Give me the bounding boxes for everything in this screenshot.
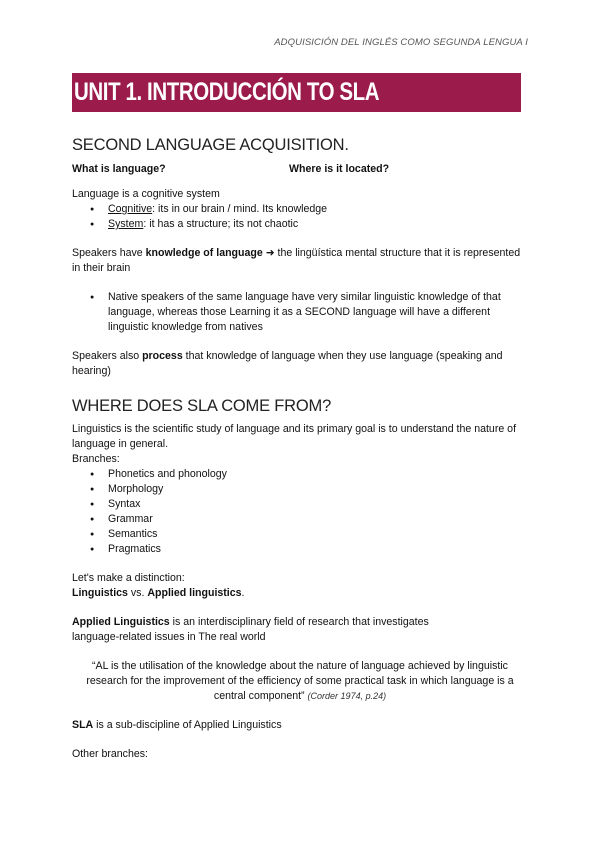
- section-heading-sla: SECOND LANGUAGE ACQUISITION.: [72, 136, 349, 154]
- text-run: .: [241, 587, 245, 599]
- list-item: ● Pragmatics: [108, 542, 528, 557]
- section-heading-origin: WHERE DOES SLA COME FROM?: [72, 397, 332, 415]
- cognitive-system-list: [72, 202, 528, 232]
- text-run: vs.: [127, 587, 148, 599]
- text-run: is a sub-discipline of Applied Linguistics: [93, 719, 282, 731]
- intro-text: Language is a cognitive system: [72, 188, 220, 200]
- applied-linguistics-paragraph: [72, 615, 452, 645]
- branches-list: [72, 467, 528, 557]
- list-item: [108, 202, 528, 217]
- list-item: ● Native speakers of the same language have very similar linguistic knowledge of that language, whereas those Learning it as a SECOND language will have a different linguistic knowledge from natives: [108, 290, 528, 335]
- text-run: Speakers have: [72, 247, 146, 259]
- list-item: ● Semantics: [108, 527, 528, 542]
- unit-title-banner: [72, 73, 521, 112]
- list-item: [108, 217, 528, 232]
- term-definition: : it has a structure; its not chaotic: [143, 218, 299, 230]
- sla-paragraph: [72, 718, 528, 733]
- text-run: that knowledge of language when they use language (speaking and hearing): [72, 350, 503, 377]
- term-system: System: [108, 218, 144, 230]
- distinction-intro: Let's make a distinction:: [72, 572, 185, 584]
- questions-row: [72, 162, 528, 177]
- bold-term: Applied linguistics: [147, 587, 242, 599]
- question-where: Where is it located?: [289, 163, 390, 175]
- quote-text: “AL is the utilisation of the knowledge about the nature of language achieved by linguistic research for the improvement of the efficiency of some practical task in which language is a central component”: [86, 660, 514, 702]
- linguistics-definition: Linguistics is the scientific study of language and its primary goal is to understand the nature of language in general.: [72, 423, 517, 450]
- bold-term: SLA: [72, 719, 94, 731]
- unit-title: UNIT 1. INTRODUCCIÓN TO SLA: [74, 78, 380, 106]
- list-item: ● Phonetics and phonology: [108, 467, 528, 482]
- list-item: ● Grammar: [108, 512, 528, 527]
- other-branches-label: Other branches:: [72, 748, 148, 760]
- branches-label: Branches:: [72, 453, 120, 465]
- process-paragraph: [72, 349, 528, 379]
- document-body: [72, 134, 528, 762]
- bold-term: Linguistics: [72, 587, 128, 599]
- bold-term: knowledge of language ➜: [145, 247, 275, 259]
- bold-term: Applied Linguistics: [72, 616, 170, 628]
- question-what: What is language?: [72, 163, 166, 175]
- text-run: the lingüística mental structure that it is represented in their brain: [72, 247, 521, 274]
- knowledge-paragraph: [72, 246, 528, 276]
- distinction-line: [72, 586, 528, 601]
- corder-quote: [72, 659, 528, 704]
- quote-citation: (Corder 1974, p.24): [307, 691, 387, 701]
- list-item: ● Morphology: [108, 482, 528, 497]
- bold-term: process: [142, 350, 183, 362]
- term-cognitive: Cognitive: [108, 203, 153, 215]
- native-speakers-list: [72, 290, 528, 335]
- running-header: ADQUISICIÓN DEL INGLÉS COMO SEGUNDA LENGUA I: [274, 37, 528, 48]
- list-item: ● Syntax: [108, 497, 528, 512]
- text-run: Speakers also: [72, 350, 143, 362]
- text-run: is an interdisciplinary field of research that investigates language-related issues in The real world: [72, 616, 429, 643]
- term-definition: : its in our brain / mind. Its knowledge: [152, 203, 328, 215]
